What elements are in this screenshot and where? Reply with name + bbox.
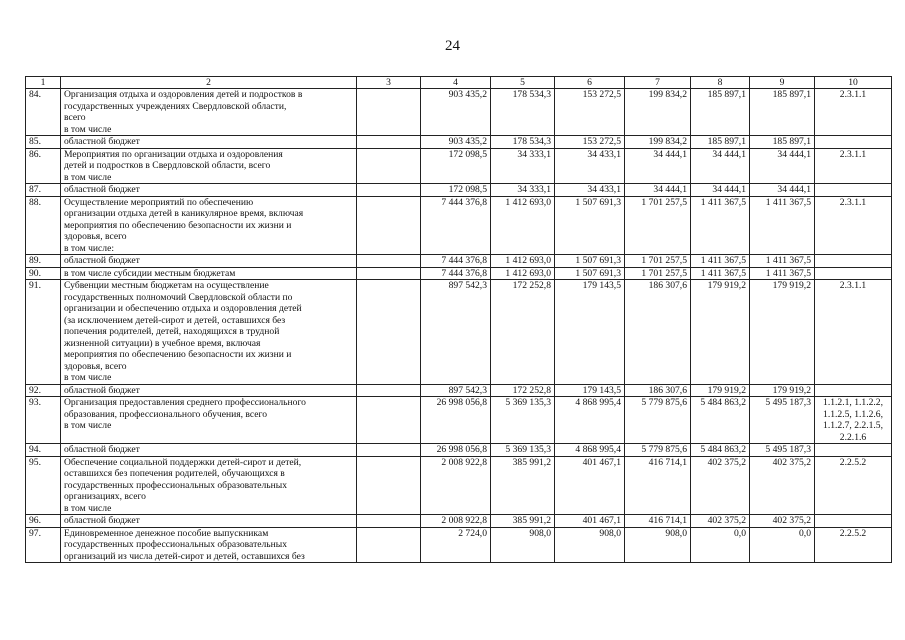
row-name: областной бюджет [61,184,357,197]
program-code [815,255,892,268]
value-col-4: 2 008 922,8 [421,456,491,515]
value-col-6: 34 433,1 [555,184,625,197]
column-number-row [26,77,892,89]
row-number: 85. [26,136,61,149]
row-number: 93. [26,397,61,444]
column-number: 5 [491,77,555,89]
value-col-5: 34 333,1 [491,184,555,197]
value-col-4: 7 444 376,8 [421,196,491,255]
value-col-8: 402 375,2 [691,515,750,528]
program-code: 2.3.1.1 [815,89,892,136]
value-col-6: 401 467,1 [555,515,625,528]
column-3-cell [357,196,421,255]
program-code: 2.2.5.2 [815,456,892,515]
column-3-cell [357,184,421,197]
row-number: 84. [26,89,61,136]
value-col-6: 153 272,5 [555,136,625,149]
table-row [26,444,892,457]
page-bottom-margin [0,595,905,640]
column-3-cell [357,255,421,268]
table-row [26,384,892,397]
value-col-5: 385 991,2 [491,456,555,515]
value-col-6: 908,0 [555,527,625,563]
value-col-8: 179 919,2 [691,384,750,397]
value-col-5: 5 369 135,3 [491,444,555,457]
column-number: 6 [555,77,625,89]
value-col-7: 416 714,1 [625,515,691,528]
value-col-9: 402 375,2 [750,456,815,515]
row-name: Обеспечение социальной поддержки детей-сирот и детей, оставшихся без попечения родителей, обучающихся в государственных профессиональных образовательных организациях, всего в том числе [61,456,357,515]
column-3-cell [357,444,421,457]
row-name: областной бюджет [61,136,357,149]
column-number: 1 [26,77,61,89]
row-name: Субвенции местным бюджетам на осуществление государственных полномочий Свердловской области по организации и обеспечению отдыха и оздоровления детей (за исключением детей-сирот и детей, оставшихся без попечения родителей, детей, находящихся в трудной жизненной ситуации) в учебное время, включая мероприятия по обеспечению безопасности их жизни и здоровья, всего в том числе [61,280,357,385]
row-number: 91. [26,280,61,385]
value-col-8: 185 897,1 [691,89,750,136]
value-col-4: 903 435,2 [421,89,491,136]
value-col-7: 1 701 257,5 [625,196,691,255]
column-number: 7 [625,77,691,89]
value-col-7: 908,0 [625,527,691,563]
value-col-4: 897 542,3 [421,280,491,385]
value-col-4: 7 444 376,8 [421,255,491,268]
column-3-cell [357,89,421,136]
value-col-9: 179 919,2 [750,280,815,385]
value-col-7: 1 701 257,5 [625,255,691,268]
value-col-7: 186 307,6 [625,280,691,385]
value-col-8: 34 444,1 [691,184,750,197]
value-col-7: 199 834,2 [625,89,691,136]
row-name: Единовременное денежное пособие выпускникам государственных профессиональных образовательных организаций из числа детей-сирот и детей, оставшихся без [61,527,357,563]
program-code: 2.3.1.1 [815,280,892,385]
column-number: 10 [815,77,892,89]
value-col-7: 5 779 875,6 [625,397,691,444]
row-name: Мероприятия по организации отдыха и оздоровления детей и подростков в Свердловской области, всего в том числе [61,148,357,184]
row-name: в том числе субсидии местным бюджетам [61,267,357,280]
table-row [26,184,892,197]
value-col-5: 1 412 693,0 [491,196,555,255]
value-col-8: 1 411 367,5 [691,196,750,255]
value-col-8: 402 375,2 [691,456,750,515]
value-col-9: 34 444,1 [750,148,815,184]
value-col-6: 179 143,5 [555,280,625,385]
value-col-6: 4 868 995,4 [555,444,625,457]
value-col-5: 908,0 [491,527,555,563]
page-number: 24 [445,38,460,54]
value-col-7: 5 779 875,6 [625,444,691,457]
value-col-9: 402 375,2 [750,515,815,528]
value-col-8: 185 897,1 [691,136,750,149]
table-row [26,89,892,136]
value-col-6: 401 467,1 [555,456,625,515]
value-col-9: 1 411 367,5 [750,196,815,255]
table-row [26,397,892,444]
column-number: 3 [357,77,421,89]
row-name: областной бюджет [61,384,357,397]
value-col-6: 1 507 691,3 [555,255,625,268]
value-col-6: 153 272,5 [555,89,625,136]
program-code [815,267,892,280]
column-number: 2 [61,77,357,89]
value-col-6: 34 433,1 [555,148,625,184]
row-number: 89. [26,255,61,268]
value-col-5: 178 534,3 [491,136,555,149]
program-code: 2.3.1.1 [815,196,892,255]
row-name: областной бюджет [61,255,357,268]
column-number: 9 [750,77,815,89]
value-col-5: 178 534,3 [491,89,555,136]
value-col-4: 172 098,5 [421,184,491,197]
value-col-9: 5 495 187,3 [750,397,815,444]
value-col-7: 416 714,1 [625,456,691,515]
value-col-5: 34 333,1 [491,148,555,184]
value-col-8: 1 411 367,5 [691,267,750,280]
row-number: 87. [26,184,61,197]
column-3-cell [357,148,421,184]
value-col-9: 185 897,1 [750,89,815,136]
table-row [26,196,892,255]
value-col-7: 34 444,1 [625,184,691,197]
program-code: 2.3.1.1 [815,148,892,184]
value-col-6: 4 868 995,4 [555,397,625,444]
program-code [815,136,892,149]
table-row [26,280,892,385]
row-name: областной бюджет [61,444,357,457]
column-3-cell [357,267,421,280]
program-code [815,444,892,457]
value-col-4: 26 998 056,8 [421,397,491,444]
value-col-6: 1 507 691,3 [555,196,625,255]
table-row [26,267,892,280]
value-col-8: 0,0 [691,527,750,563]
value-col-8: 179 919,2 [691,280,750,385]
row-number: 92. [26,384,61,397]
program-code: 1.1.2.1, 1.1.2.2, 1.1.2.5, 1.1.2.6, 1.1.2.7, 2.2.1.5, 2.2.1.6 [815,397,892,444]
value-col-8: 5 484 863,2 [691,397,750,444]
column-number: 8 [691,77,750,89]
value-col-4: 26 998 056,8 [421,444,491,457]
value-col-6: 1 507 691,3 [555,267,625,280]
value-col-4: 172 098,5 [421,148,491,184]
value-col-9: 5 495 187,3 [750,444,815,457]
value-col-6: 179 143,5 [555,384,625,397]
column-3-cell [357,515,421,528]
program-code [815,384,892,397]
row-number: 97. [26,527,61,563]
row-number: 96. [26,515,61,528]
value-col-9: 1 411 367,5 [750,267,815,280]
value-col-5: 385 991,2 [491,515,555,528]
row-number: 86. [26,148,61,184]
value-col-5: 1 412 693,0 [491,255,555,268]
program-code [815,184,892,197]
value-col-4: 903 435,2 [421,136,491,149]
column-3-cell [357,397,421,444]
table-row [26,515,892,528]
value-col-5: 172 252,8 [491,280,555,385]
column-3-cell [357,456,421,515]
program-code [815,515,892,528]
row-name: Осуществление мероприятий по обеспечению организации отдыха детей в каникулярное время, включая мероприятия по обеспечению безопасности их жизни и здоровья, всего в том числе: [61,196,357,255]
row-name: Организация предоставления среднего профессионального образования, профессионального обучения, всего в том числе [61,397,357,444]
column-3-cell [357,527,421,563]
value-col-7: 34 444,1 [625,148,691,184]
column-3-cell [357,280,421,385]
row-number: 88. [26,196,61,255]
value-col-7: 186 307,6 [625,384,691,397]
column-3-cell [357,136,421,149]
table-row [26,148,892,184]
program-code: 2.2.5.2 [815,527,892,563]
value-col-5: 172 252,8 [491,384,555,397]
budget-table [25,76,892,563]
column-number: 4 [421,77,491,89]
row-number: 90. [26,267,61,280]
table-row [26,136,892,149]
table-row [26,527,892,563]
value-col-5: 1 412 693,0 [491,267,555,280]
value-col-4: 897 542,3 [421,384,491,397]
value-col-9: 1 411 367,5 [750,255,815,268]
table-row [26,255,892,268]
value-col-9: 0,0 [750,527,815,563]
value-col-7: 1 701 257,5 [625,267,691,280]
table-row [26,456,892,515]
value-col-8: 1 411 367,5 [691,255,750,268]
value-col-7: 199 834,2 [625,136,691,149]
value-col-5: 5 369 135,3 [491,397,555,444]
row-name: областной бюджет [61,515,357,528]
value-col-4: 2 008 922,8 [421,515,491,528]
column-3-cell [357,384,421,397]
value-col-9: 34 444,1 [750,184,815,197]
row-name: Организация отдыха и оздоровления детей и подростков в государственных учреждениях Свердловской области, всего в том числе [61,89,357,136]
value-col-8: 34 444,1 [691,148,750,184]
value-col-4: 2 724,0 [421,527,491,563]
value-col-4: 7 444 376,8 [421,267,491,280]
row-number: 94. [26,444,61,457]
value-col-8: 5 484 863,2 [691,444,750,457]
row-number: 95. [26,456,61,515]
value-col-9: 185 897,1 [750,136,815,149]
value-col-9: 179 919,2 [750,384,815,397]
